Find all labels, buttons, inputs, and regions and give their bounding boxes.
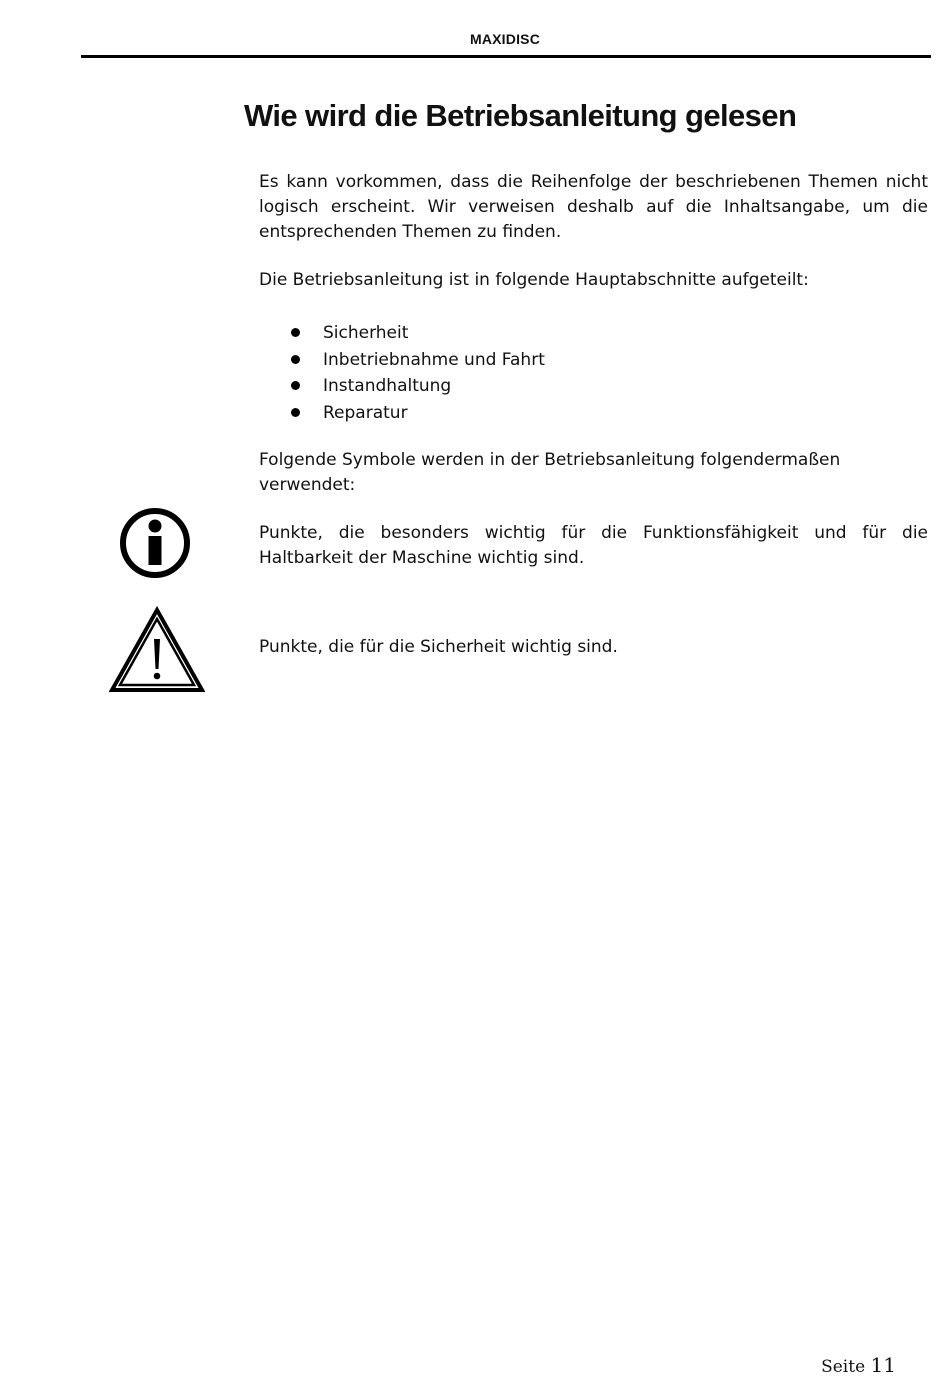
bullet-icon <box>291 381 300 390</box>
page-number: 11 <box>870 1353 896 1377</box>
warning-triangle-icon <box>109 606 205 694</box>
page-title: Wie wird die Betriebsanleitung gelesen <box>244 98 797 133</box>
list-item-label: Sicherheit <box>323 323 409 343</box>
bullet-icon <box>291 355 300 364</box>
bullet-icon <box>291 328 300 337</box>
list-item <box>289 373 545 400</box>
header-divider <box>81 55 931 58</box>
info-symbol-text: Punkte, die besonders wichtig für die Funktionsfähigkeit und für die Haltbarkeit der Maschine wichtig sind. <box>259 523 928 568</box>
running-header: MAXIDISC <box>469 31 541 47</box>
page-label: Seite <box>821 1357 866 1377</box>
list-item <box>289 320 545 347</box>
warning-symbol-text: Punkte, die für die Sicherheit wichtig sind. <box>259 637 618 657</box>
page-number-footer <box>821 1353 896 1377</box>
intro-paragraph: Es kann vorkommen, dass die Reihenfolge der beschriebenen Themen nicht logisch erscheint. Wir verweisen deshalb auf die Inhaltsangabe, um die entsprechenden Themen zu finden. <box>259 172 928 242</box>
sections-list <box>289 320 545 426</box>
bullet-icon <box>291 408 300 417</box>
symbols-intro: Folgende Symbole werden in der Betriebsanleitung folgendermaßen verwendet: <box>259 450 841 495</box>
info-icon <box>118 506 192 580</box>
list-item-label: Instandhaltung <box>323 376 452 396</box>
list-item <box>289 400 545 427</box>
sections-intro: Die Betriebsanleitung ist in folgende Hauptabschnitte aufgeteilt: <box>259 270 809 290</box>
list-item <box>289 347 545 374</box>
list-item-label: Inbetriebnahme und Fahrt <box>323 349 545 370</box>
list-item-label: Reparatur <box>323 402 408 423</box>
